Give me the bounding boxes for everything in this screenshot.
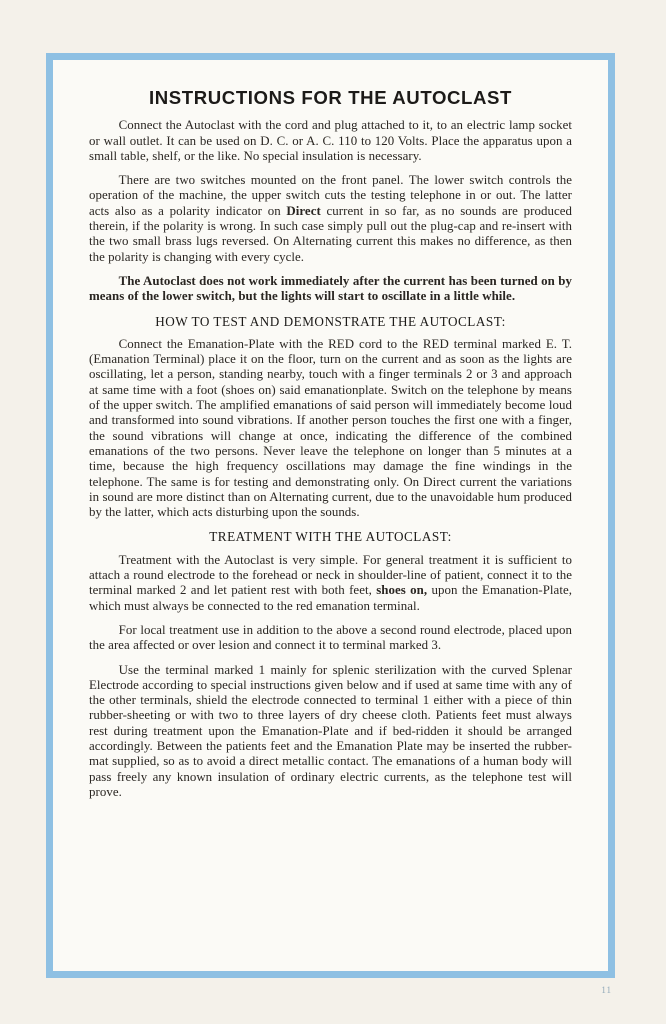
page-frame (46, 53, 615, 978)
page-title: INSTRUCTIONS FOR THE AUTOCLAST (148, 87, 512, 108)
paragraph-treatment-general (89, 553, 572, 614)
paragraph-treatment-text-b: upon the Emanation-Plate, which must always be connected to the red emanation terminal. (89, 583, 572, 613)
paragraph-connection: Connect the Autoclast with the cord and plug attached to it, to an electric lamp socket or wall outlet. It can be used on D. C. or A. C. 110 to 120 Volts. Place the apparatus upon a small table, shelf, or the like. No special insulation is necessary. (89, 118, 572, 163)
shoes-on-emphasis: shoes on, (376, 583, 428, 598)
paragraph-switches (89, 173, 572, 265)
paragraph-test: Connect the Emanation-Plate with the RED cord to the RED terminal marked E. T. (Emanation Terminal) place it on the floor, turn on the current and as soon as the lights are oscillating, let a person, standing nearby, touch with a finger terminals 2 or 3 and approach at same time with a foot (shoes on) said emanationplate. Switch on the telephone by means of the upper switch. The amplified emanations of said person will immediately become loud and transformed into sound vibrations. If another person touches the first one with a finger, the sound vibrations will change at once, indicating the difference of the combined emanations of the two persons. Never leave the telephone on longer than 5 minutes at a time, because the high frequency oscillations may damage the fine windings in the telephone. The same is for testing and demonstrating only. On Direct current the variations in sound are more distinct than on Alternating current, due to the unavoidable hum produced by the latter, which acts disturbing upon the sounds. (89, 336, 572, 520)
page-number: 11 (601, 985, 612, 995)
heading-treatment: TREATMENT WITH THE AUTOCLAST: (209, 529, 452, 545)
paragraph-startup-note: The Autoclast does not work immediately after the current has been turned on by means of the lower switch, but the lights will start to oscillate in a little while. (89, 273, 572, 304)
document-body (89, 87, 572, 959)
heading-test-demonstrate: HOW TO TEST AND DEMONSTRATE THE AUTOCLAST: (155, 313, 506, 329)
direct-emphasis: Direct (286, 203, 321, 218)
paragraph-treatment-local: For local treatment use in addition to the above a second round electrode, placed upon the area affected or over lesion and connect it to terminal marked 3. (89, 622, 572, 653)
paragraph-splenic: Use the terminal marked 1 mainly for splenic sterilization with the curved Splenar Electrode according to special instructions given below and if used at same time with any of the other terminals, shield the electrode connected to terminal 1 either with a piece of thin rubber-sheeting or with two to three layers of dry cheese cloth. Patients feet must always rest during treatment upon the Emanation-Plate and if bed-ridden it should be arranged accordingly. Between the patients feet and the Emanation Plate may be inserted the rubber-mat supplied, so as to avoid a direct metallic contact. The emanations of a human body will pass freely any known insulation of ordinary electric currents, as the telephone test will prove. (89, 662, 572, 799)
paragraph-treatment-text-a: Treatment with the Autoclast is very simple. For general treatment it is sufficient to attach a round electrode to the forehead or neck in shoulder-line of patient, connect it to the terminal marked 2 and let patient rest with both feet, (89, 552, 572, 598)
paragraph-switches-text-a: There are two switches mounted on the front panel. The lower switch controls the operation of the machine, the upper switch cuts the testing telephone in or out. The latter acts also as a polarity indicator on (89, 173, 572, 218)
paragraph-switches-text-b: current in so far, as no sounds are produced therein, if the polarity is wrong. In such case simply pull out the plug-cap and re-insert with the two small brass lugs reversed. On Alternating current this makes no difference, as then the polarity is changing with every cycle. (89, 203, 572, 264)
